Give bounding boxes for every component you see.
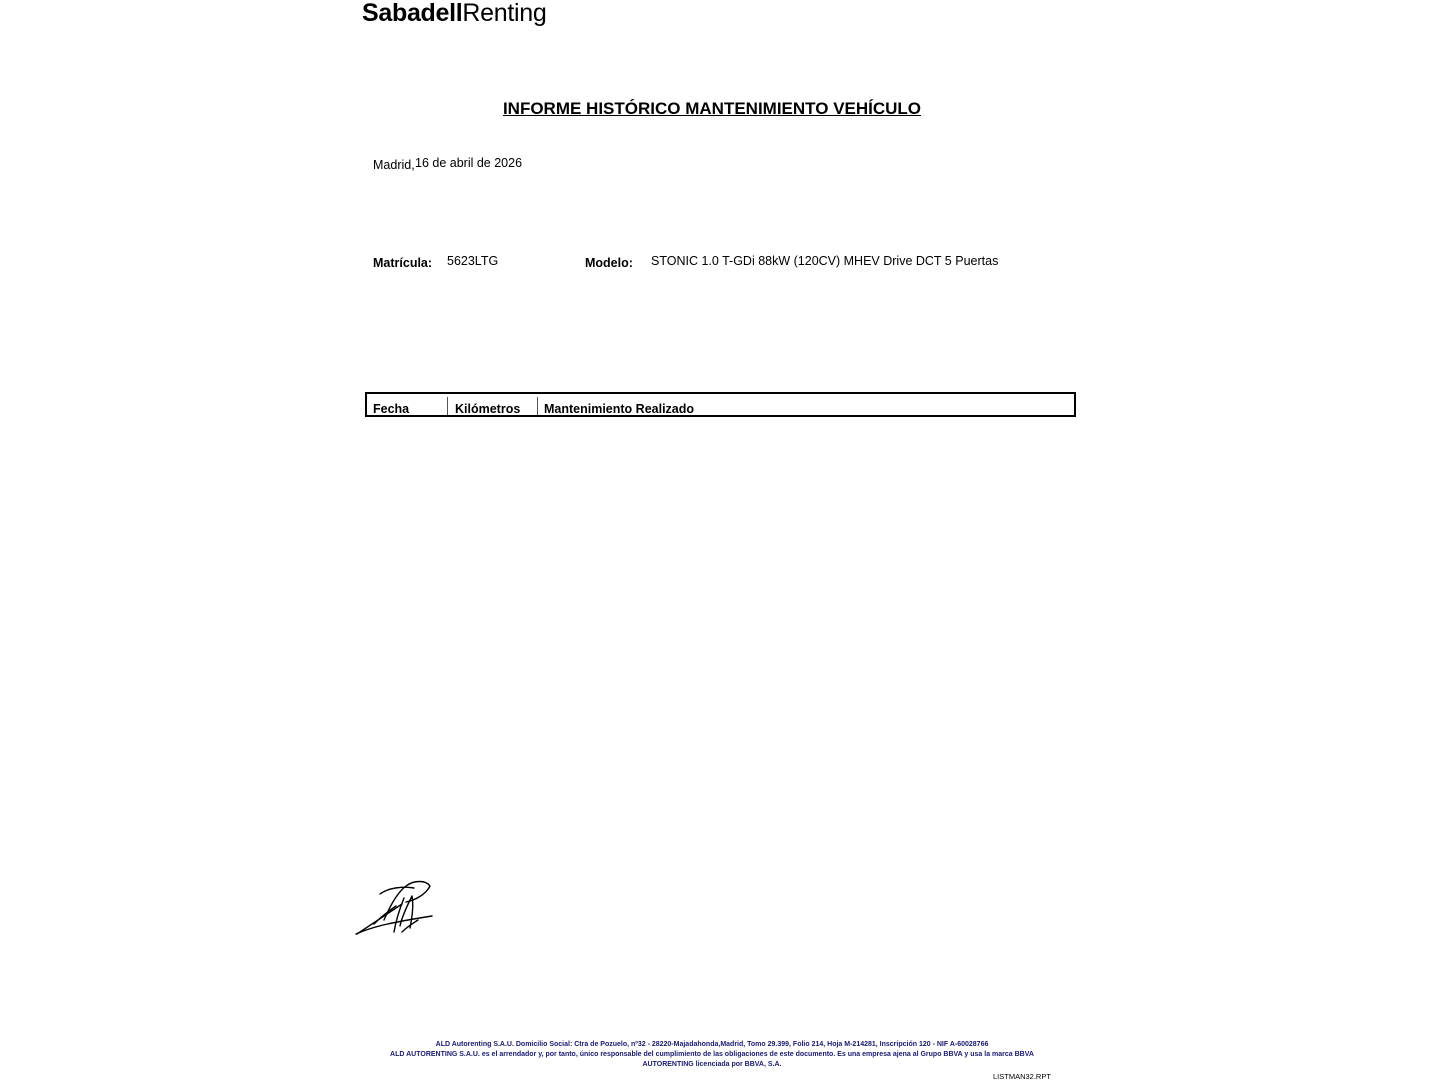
logo-light-text: Renting — [462, 0, 547, 27]
model-label: Modelo: — [585, 256, 633, 270]
sabadell-renting-logo — [362, 0, 547, 29]
plate-label: Matrícula: — [373, 256, 433, 270]
document-date: 16 de abril de 2026 — [415, 156, 523, 170]
model-value: STONIC 1.0 T-GDi 88kW (120CV) MHEV Drive DCT 5 Puertas — [651, 254, 999, 268]
document-title: INFORME HISTÓRICO MANTENIMIENTO VEHÍCULO — [502, 99, 922, 118]
column-header-mantenimiento: Mantenimiento Realizado — [544, 402, 695, 416]
plate-value: 5623LTG — [447, 254, 499, 268]
signature-icon — [354, 876, 436, 938]
column-header-fecha: Fecha — [373, 402, 410, 416]
column-header-kilometros: Kilómetros — [455, 402, 521, 416]
footer-line-1: ALD Autorenting S.A.U. Domicilio Social: Ctra de Pozuelo, nº32 - 28220-Majadahonda,Madrid, Tomo 29.399, Folio 214, Hoja M-214281, Inscripción 120 - NIF A-60028766 — [435, 1041, 989, 1048]
logo-bold-text: Sabadell — [362, 0, 463, 27]
report-code: LISTMAN32.RPT — [993, 1072, 1051, 1081]
column-divider — [537, 397, 538, 417]
footer-line-2: ALD AUTORENTING S.A.U. es el arrendador y, por tanto, único responsable del cumplimiento de las obligaciones de este documento. Es una empresa ajena al Grupo BBVA y usa la marca BBVA — [390, 1051, 1034, 1058]
maintenance-table-header — [365, 392, 1076, 417]
column-divider — [447, 397, 448, 417]
document-place: Madrid, — [373, 158, 415, 172]
footer-line-3: AUTORENTING licenciada por BBVA, S.A. — [642, 1061, 782, 1068]
